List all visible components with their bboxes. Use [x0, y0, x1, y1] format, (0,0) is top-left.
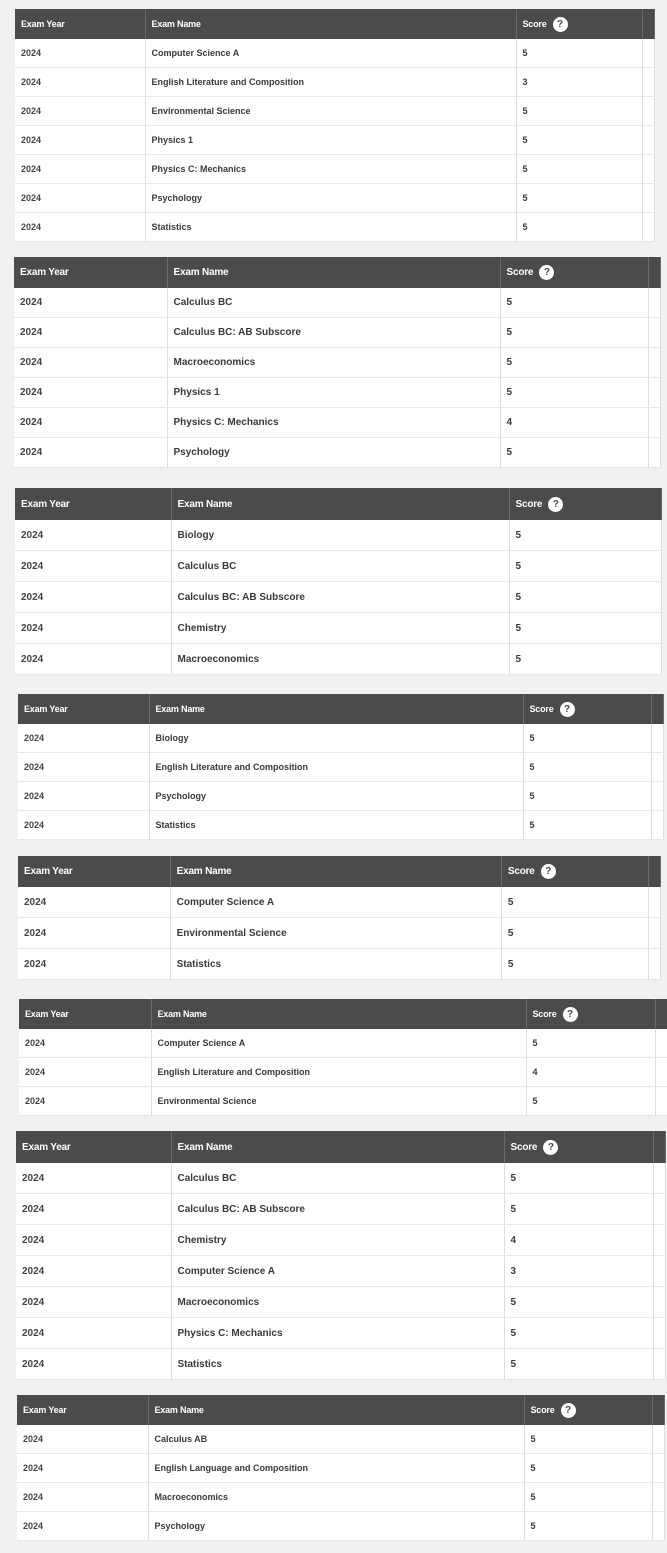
header-score [500, 257, 648, 288]
scores-table-8 [17, 1395, 665, 1541]
cell-score: 5 [523, 782, 651, 811]
table-row [14, 378, 660, 408]
cell-exam-year: 2024 [18, 724, 149, 753]
table-row [15, 520, 661, 551]
cell-exam-year: 2024 [14, 288, 167, 318]
cell-exam-name: Psychology [167, 438, 500, 468]
scores-table-2 [14, 257, 661, 468]
table-row [15, 97, 654, 126]
header-exam-name: Exam Name [171, 1131, 504, 1163]
header-exam-year: Exam Year [19, 999, 151, 1029]
table-row [15, 184, 654, 213]
table-row [19, 1058, 667, 1087]
table-row [14, 318, 660, 348]
header-score-label: Score [507, 866, 535, 878]
cell-extra [642, 126, 654, 155]
cell-score: 5 [523, 811, 651, 840]
cell-score: 3 [516, 68, 642, 97]
table-row [19, 1087, 667, 1116]
table-header-row [15, 9, 654, 39]
cell-score: 5 [504, 1318, 653, 1349]
scores-table-3 [15, 488, 662, 675]
cell-exam-year: 2024 [16, 1225, 171, 1256]
cell-score: 5 [500, 348, 648, 378]
cell-extra [648, 318, 660, 348]
help-icon[interactable]: ? [553, 17, 568, 32]
cell-score: 3 [504, 1256, 653, 1287]
cell-extra [648, 408, 660, 438]
table-row [14, 438, 660, 468]
cell-score: 5 [500, 378, 648, 408]
header-exam-name: Exam Name [171, 488, 509, 520]
help-icon[interactable]: ? [548, 497, 563, 512]
table-row [15, 126, 654, 155]
cell-exam-year: 2024 [14, 378, 167, 408]
cell-score: 4 [500, 408, 648, 438]
cell-exam-year: 2024 [16, 1194, 171, 1225]
header-exam-year: Exam Year [15, 488, 171, 520]
header-score-label: Score [530, 1404, 555, 1415]
cell-extra [653, 1349, 665, 1380]
cell-exam-name: Biology [171, 520, 509, 551]
header-score-label: Score [510, 1141, 538, 1153]
table-header-row [17, 1395, 664, 1425]
cell-extra [653, 1287, 665, 1318]
cell-score: 5 [524, 1483, 652, 1512]
scores-table-5 [18, 856, 661, 980]
cell-exam-name: Calculus BC [171, 551, 509, 582]
cell-exam-name: Environmental Science [151, 1087, 526, 1116]
header-extra-column [652, 1395, 664, 1425]
header-exam-year: Exam Year [18, 694, 149, 724]
cell-exam-name: Calculus BC [167, 288, 500, 318]
cell-exam-name: Computer Science A [171, 1256, 504, 1287]
cell-exam-year: 2024 [16, 1287, 171, 1318]
cell-extra [648, 887, 660, 918]
cell-extra [651, 724, 663, 753]
cell-extra [642, 97, 654, 126]
table-row [17, 1454, 664, 1483]
cell-exam-name: Physics 1 [145, 126, 516, 155]
help-icon[interactable]: ? [560, 702, 575, 717]
cell-exam-year: 2024 [16, 1318, 171, 1349]
cell-exam-name: Environmental Science [145, 97, 516, 126]
cell-extra [653, 1256, 665, 1287]
cell-exam-name: Macroeconomics [167, 348, 500, 378]
cell-exam-year: 2024 [15, 644, 171, 675]
header-extra-column [642, 9, 654, 39]
cell-extra [652, 1454, 664, 1483]
cell-exam-name: Computer Science A [145, 39, 516, 68]
cell-score: 5 [500, 318, 648, 348]
cell-extra [652, 1512, 664, 1541]
cell-exam-year: 2024 [15, 39, 145, 68]
cell-exam-name: Calculus BC: AB Subscore [167, 318, 500, 348]
cell-exam-year: 2024 [19, 1087, 151, 1116]
header-exam-name: Exam Name [145, 9, 516, 39]
cell-exam-year: 2024 [15, 68, 145, 97]
cell-score: 5 [504, 1287, 653, 1318]
table-row [15, 155, 654, 184]
header-exam-year: Exam Year [16, 1131, 171, 1163]
table-header-row [14, 257, 660, 288]
cell-score: 5 [501, 887, 648, 918]
header-extra-column [648, 257, 660, 288]
cell-extra [651, 811, 663, 840]
header-score [523, 694, 651, 724]
cell-exam-year: 2024 [15, 97, 145, 126]
cell-score: 5 [501, 918, 648, 949]
cell-extra [651, 753, 663, 782]
table-row [16, 1194, 665, 1225]
table-row [17, 1512, 664, 1541]
cell-extra [648, 438, 660, 468]
header-extra-column [651, 694, 663, 724]
cell-exam-year: 2024 [19, 1029, 151, 1058]
header-score-label: Score [515, 498, 543, 510]
cell-extra [655, 1058, 667, 1087]
cell-extra [648, 949, 660, 980]
cell-exam-year: 2024 [18, 782, 149, 811]
cell-exam-name: English Literature and Composition [151, 1058, 526, 1087]
cell-score: 5 [501, 949, 648, 980]
header-exam-year: Exam Year [14, 257, 167, 288]
cell-score: 5 [516, 155, 642, 184]
scores-table-7 [16, 1131, 666, 1380]
cell-exam-name: Physics 1 [167, 378, 500, 408]
cell-extra [653, 1194, 665, 1225]
scores-table-6 [19, 999, 667, 1116]
header-exam-year: Exam Year [15, 9, 145, 39]
cell-exam-year: 2024 [15, 126, 145, 155]
cell-exam-name: Chemistry [171, 1225, 504, 1256]
cell-extra [642, 184, 654, 213]
header-score-label: Score [522, 18, 547, 29]
header-exam-year: Exam Year [18, 856, 170, 887]
table-row [16, 1318, 665, 1349]
table-header-row [19, 999, 667, 1029]
cell-score: 5 [516, 213, 642, 242]
cell-score: 5 [523, 753, 651, 782]
cell-exam-year: 2024 [19, 1058, 151, 1087]
cell-exam-name: Psychology [148, 1512, 524, 1541]
table-row [19, 1029, 667, 1058]
header-exam-name: Exam Name [151, 999, 526, 1029]
cell-extra [653, 1318, 665, 1349]
cell-extra [648, 918, 660, 949]
cell-exam-name: Biology [149, 724, 523, 753]
cell-exam-year: 2024 [18, 918, 170, 949]
cell-score: 5 [500, 288, 648, 318]
cell-score: 5 [509, 551, 661, 582]
cell-exam-year: 2024 [18, 887, 170, 918]
cell-exam-name: Macroeconomics [171, 644, 509, 675]
cell-exam-name: Environmental Science [170, 918, 501, 949]
table-row [15, 613, 661, 644]
header-score [504, 1131, 653, 1163]
header-score-label: Score [532, 1008, 557, 1019]
cell-exam-year: 2024 [18, 949, 170, 980]
table-header-row [18, 694, 663, 724]
help-icon[interactable]: ? [543, 1140, 558, 1155]
table-header-row [16, 1131, 665, 1163]
cell-exam-year: 2024 [16, 1349, 171, 1380]
cell-score: 5 [524, 1425, 652, 1454]
header-score [516, 9, 642, 39]
cell-extra [642, 39, 654, 68]
cell-extra [648, 348, 660, 378]
cell-score: 5 [516, 184, 642, 213]
cell-exam-name: Statistics [171, 1349, 504, 1380]
scores-table-4 [18, 694, 664, 840]
table-header-row [18, 856, 661, 887]
cell-extra [653, 1163, 665, 1194]
cell-score: 5 [516, 126, 642, 155]
table-row [18, 724, 663, 753]
cell-exam-year: 2024 [15, 155, 145, 184]
cell-exam-name: Statistics [145, 213, 516, 242]
header-score [509, 488, 661, 520]
header-extra-column [655, 999, 667, 1029]
cell-score: 5 [509, 582, 661, 613]
cell-exam-year: 2024 [15, 613, 171, 644]
cell-exam-year: 2024 [14, 348, 167, 378]
cell-exam-year: 2024 [15, 551, 171, 582]
table-row [16, 1256, 665, 1287]
cell-score: 5 [500, 438, 648, 468]
header-score [501, 856, 648, 887]
cell-exam-name: Calculus BC: AB Subscore [171, 582, 509, 613]
scores-table-1 [15, 9, 655, 242]
header-score-label: Score [506, 267, 534, 279]
cell-exam-name: Psychology [145, 184, 516, 213]
cell-extra [655, 1087, 667, 1116]
cell-exam-name: Calculus AB [148, 1425, 524, 1454]
cell-score: 5 [509, 520, 661, 551]
help-icon[interactable]: ? [541, 864, 556, 879]
help-icon[interactable]: ? [563, 1007, 578, 1022]
table-row [15, 39, 654, 68]
cell-exam-name: English Literature and Composition [145, 68, 516, 97]
table-row [18, 811, 663, 840]
cell-extra [655, 1029, 667, 1058]
cell-exam-name: Computer Science A [151, 1029, 526, 1058]
cell-exam-year: 2024 [16, 1163, 171, 1194]
cell-score: 5 [524, 1454, 652, 1483]
cell-exam-name: Statistics [170, 949, 501, 980]
cell-score: 5 [524, 1512, 652, 1541]
cell-score: 5 [523, 724, 651, 753]
table-row [18, 782, 663, 811]
table-row [14, 288, 660, 318]
cell-exam-year: 2024 [15, 213, 145, 242]
cell-exam-name: Chemistry [171, 613, 509, 644]
table-header-row [15, 488, 661, 520]
cell-exam-year: 2024 [17, 1454, 148, 1483]
cell-exam-name: Physics C: Mechanics [167, 408, 500, 438]
table-row [17, 1425, 664, 1454]
help-icon[interactable]: ? [539, 265, 554, 280]
header-score [526, 999, 655, 1029]
cell-score: 4 [504, 1225, 653, 1256]
cell-exam-year: 2024 [18, 811, 149, 840]
header-exam-name: Exam Name [148, 1395, 524, 1425]
header-extra-column [648, 856, 660, 887]
cell-extra [652, 1425, 664, 1454]
cell-score: 4 [526, 1058, 655, 1087]
header-exam-name: Exam Name [170, 856, 501, 887]
table-row [17, 1483, 664, 1512]
table-row [14, 348, 660, 378]
header-extra-column [653, 1131, 665, 1163]
cell-exam-name: Computer Science A [170, 887, 501, 918]
cell-exam-year: 2024 [15, 184, 145, 213]
header-exam-year: Exam Year [17, 1395, 148, 1425]
table-row [18, 949, 661, 980]
cell-exam-name: Physics C: Mechanics [171, 1318, 504, 1349]
cell-score: 5 [504, 1194, 653, 1225]
table-row [15, 582, 661, 613]
cell-exam-year: 2024 [14, 438, 167, 468]
cell-exam-year: 2024 [15, 582, 171, 613]
cell-exam-name: Statistics [149, 811, 523, 840]
cell-score: 5 [516, 97, 642, 126]
cell-exam-name: Macroeconomics [148, 1483, 524, 1512]
cell-extra [648, 288, 660, 318]
help-icon[interactable]: ? [561, 1403, 576, 1418]
header-exam-name: Exam Name [167, 257, 500, 288]
cell-exam-year: 2024 [17, 1425, 148, 1454]
table-row [14, 408, 660, 438]
cell-extra [642, 155, 654, 184]
cell-exam-name: Psychology [149, 782, 523, 811]
cell-score: 5 [526, 1087, 655, 1116]
cell-score: 5 [509, 613, 661, 644]
cell-exam-name: Physics C: Mechanics [145, 155, 516, 184]
table-row [15, 551, 661, 582]
cell-exam-year: 2024 [14, 318, 167, 348]
cell-score: 5 [516, 39, 642, 68]
cell-exam-name: Calculus BC [171, 1163, 504, 1194]
table-row [16, 1349, 665, 1380]
header-score-label: Score [529, 703, 554, 714]
cell-extra [648, 378, 660, 408]
cell-extra [642, 213, 654, 242]
cell-exam-name: English Language and Composition [148, 1454, 524, 1483]
cell-exam-year: 2024 [18, 753, 149, 782]
table-row [18, 753, 663, 782]
cell-extra [652, 1483, 664, 1512]
table-row [16, 1163, 665, 1194]
cell-score: 5 [504, 1163, 653, 1194]
cell-extra [653, 1225, 665, 1256]
table-row [18, 887, 661, 918]
cell-score: 5 [526, 1029, 655, 1058]
cell-exam-name: English Literature and Composition [149, 753, 523, 782]
table-row [15, 68, 654, 97]
table-row [16, 1225, 665, 1256]
cell-extra [651, 782, 663, 811]
cell-exam-year: 2024 [14, 408, 167, 438]
cell-exam-year: 2024 [16, 1256, 171, 1287]
cell-exam-name: Calculus BC: AB Subscore [171, 1194, 504, 1225]
cell-score: 5 [504, 1349, 653, 1380]
cell-exam-year: 2024 [17, 1512, 148, 1541]
table-row [18, 918, 661, 949]
header-exam-name: Exam Name [149, 694, 523, 724]
cell-extra [642, 68, 654, 97]
cell-exam-year: 2024 [17, 1483, 148, 1512]
table-row [15, 644, 661, 675]
cell-exam-year: 2024 [15, 520, 171, 551]
cell-score: 5 [509, 644, 661, 675]
table-row [15, 213, 654, 242]
table-row [16, 1287, 665, 1318]
cell-exam-name: Macroeconomics [171, 1287, 504, 1318]
header-score [524, 1395, 652, 1425]
